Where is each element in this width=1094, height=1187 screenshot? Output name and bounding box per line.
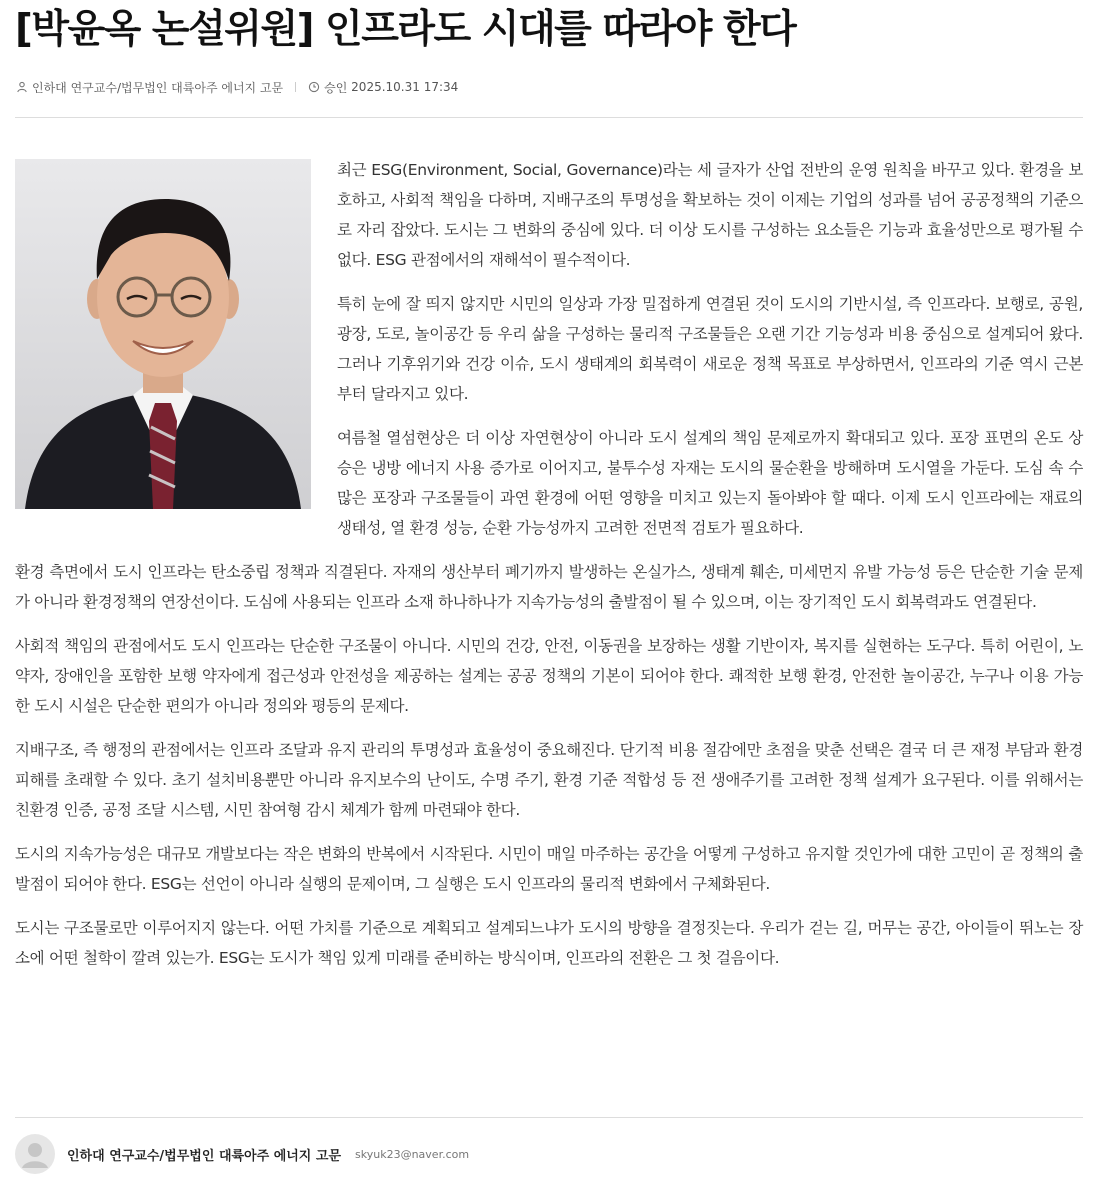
paragraph: 최근 ESG(Environment, Social, Governance)라는 세 글자가 산업 전반의 운영 원칙을 바꾸고 있다. 환경을 보호하고, 사회적 책임을 다하며, 지배구조의 투명성을 확보하는 것이 이제는 기업의 성과를 넘어 공공정책의 기준으로 자리 잡았다. 도시는 그 변화의 중심에 있다. 더 이상 도시를 구성하는 요소들은 기능과 효율성만으로 평가될 수 없다. ESG 관점에서의 재해석이 필수적이다. [337, 161, 1083, 269]
footer-divider [15, 1117, 1083, 1118]
article-meta [16, 77, 458, 97]
approved-date: 2025.10.31 17:34 [351, 80, 459, 94]
byline[interactable]: 인하대 연구교수/법무법인 대륙아주 에너지 고문 [32, 80, 284, 95]
person-icon [16, 81, 28, 93]
paragraph: 특히 눈에 잘 띄지 않지만 시민의 일상과 가장 밀접하게 연결된 것이 도시의 기반시설, 즉 인프라다. 보행로, 공원, 광장, 도로, 놀이공간 등 우리 삶을 구성하는 물리적 구조물들은 오랜 기간 기능성과 비용 중심으로 설계되어 왔다. 그러나 기후위기와 건강 이슈, 도시 생태계의 회복력이 새로운 정책 목표로 부상하면서, 인프라의 기준 역시 근본부터 달라지고 있다. [337, 295, 1083, 403]
author-photo [15, 159, 311, 509]
author-box [15, 1132, 469, 1176]
paragraph: 도시는 구조물로만 이루어지지 않는다. 어떤 가치를 기준으로 계획되고 설계되느냐가 도시의 방향을 결정짓는다. 우리가 걷는 길, 머무는 공간, 아이들이 뛰노는 장소에 어떤 철학이 깔려 있는가. ESG는 도시가 책임 있게 미래를 준비하는 방식이며, 인프라의 전환은 그 첫 걸음이다. [15, 919, 1083, 967]
header-divider [15, 117, 1083, 118]
meta-divider [295, 82, 296, 92]
paragraph: 도시의 지속가능성은 대규모 개발보다는 작은 변화의 반복에서 시작된다. 시민이 매일 마주하는 공간을 어떻게 구성하고 유지할 것인가에 대한 고민이 곧 정책의 출발점이 되어야 한다. ESG는 선언이 아니라 실행의 문제이며, 그 실행은 도시 인프라의 물리적 변화에서 구체화된다. [15, 845, 1083, 893]
article-title: [박윤옥 논설위원] 인프라도 시대를 따라야 한다 [15, 7, 796, 52]
avatar-icon [15, 1134, 55, 1174]
paragraph: 지배구조, 즉 행정의 관점에서는 인프라 조달과 유지 관리의 투명성과 효율성이 중요해진다. 단기적 비용 절감에만 초점을 맞춘 선택은 결국 더 큰 재정 부담과 환경 피해를 초래할 수 있다. 초기 설치비용뿐만 아니라 유지보수의 난이도, 수명 주기, 환경 기준 적합성 등 전 생애주기를 고려한 정책 설계가 요구된다. 이를 위해서는 친환경 인증, 공정 조달 시스템, 시민 참여형 감시 체계가 함께 마련돼야 한다. [15, 741, 1083, 819]
article-body [15, 155, 1083, 987]
paragraph: 사회적 책임의 관점에서도 도시 인프라는 단순한 구조물이 아니다. 시민의 건강, 안전, 이동권을 보장하는 생활 기반이자, 복지를 실현하는 도구다. 특히 어린이, 노약자, 장애인을 포함한 보행 약자에게 접근성과 안전성을 제공하는 설계는 공공 정책의 기본이 되어야 한다. 쾌적한 보행 환경, 안전한 놀이공간, 누구나 이용 가능한 도시 시설은 단순한 편의가 아니라 정의와 평등의 문제다. [15, 637, 1083, 715]
author-email[interactable]: skyuk23@naver.com [355, 1147, 470, 1161]
approved-label: 승인 [324, 80, 348, 95]
clock-icon [308, 81, 320, 93]
paragraph: 환경 측면에서 도시 인프라는 탄소중립 정책과 직결된다. 자재의 생산부터 폐기까지 발생하는 온실가스, 생태계 훼손, 미세먼지 유발 가능성 등은 단순한 기술 문제가 아니라 환경정책의 연장선이다. 도심에 사용되는 인프라 소재 하나하나가 지속가능성의 출발점이 될 수 있으며, 이는 장기적인 도시 회복력과도 연결된다. [15, 563, 1083, 611]
paragraph: 여름철 열섬현상은 더 이상 자연현상이 아니라 도시 설계의 책임 문제로까지 확대되고 있다. 포장 표면의 온도 상승은 냉방 에너지 사용 증가로 이어지고, 불투수성 자재는 도시의 물순환을 방해하며 도시열을 가둔다. 도심 속 수많은 포장과 구조물들이 과연 환경에 어떤 영향을 미치고 있는지 돌아봐야 할 때다. 이제 도시 인프라에는 재료의 생태성, 열 환경 성능, 순환 가능성까지 고려한 전면적 검토가 필요하다. [337, 429, 1083, 537]
author-name[interactable]: 인하대 연구교수/법무법인 대륙아주 에너지 고문 [67, 1148, 342, 1164]
